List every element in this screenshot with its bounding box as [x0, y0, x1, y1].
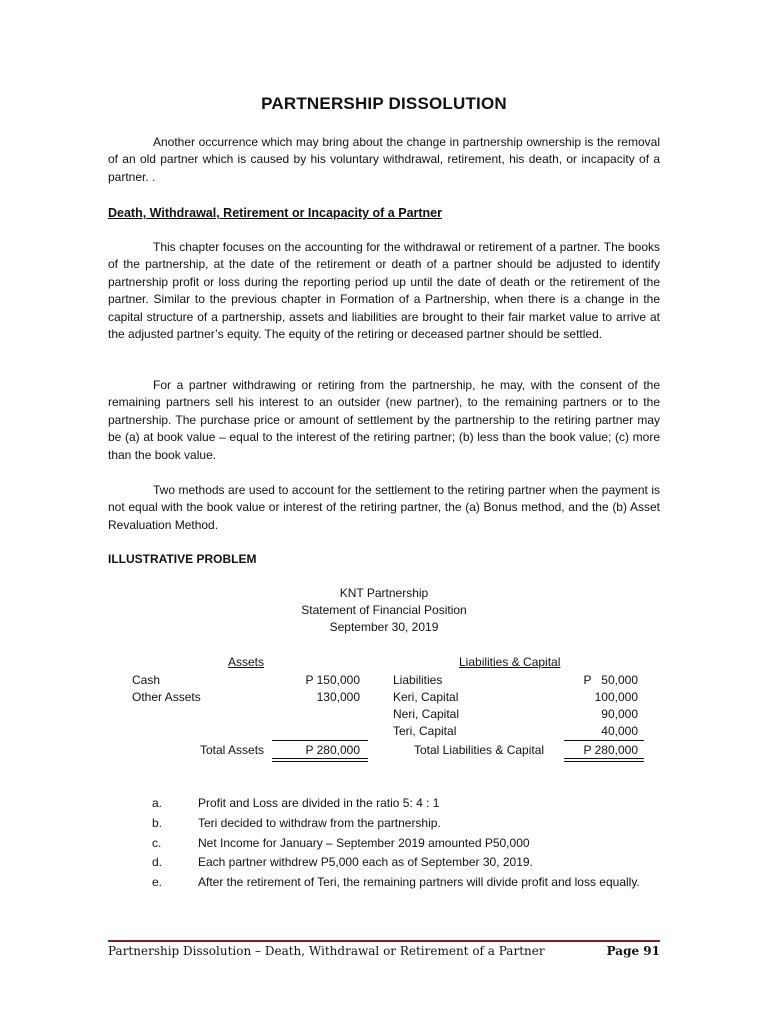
list-item [152, 794, 660, 814]
problem-facts-list [152, 794, 660, 893]
list-item-text: Each partner withdrew P5,000 each as of September 30, 2019. [198, 855, 533, 870]
assets-header: Assets [228, 655, 265, 669]
assets-total-rule [272, 740, 368, 741]
liabilities-double-rule [564, 758, 644, 762]
liabilities-total-rule [564, 740, 644, 741]
list-marker: c. [152, 835, 162, 850]
list-item [152, 834, 660, 854]
list-item [152, 814, 660, 834]
liability-amount-liabilities: P 50,000 [583, 673, 638, 687]
list-item-text: Teri decided to withdraw from the partnership. [198, 815, 441, 830]
asset-amount-other: 130,000 [316, 690, 360, 704]
list-item-text: Net Income for January – September 2019 amounted P50,000 [198, 835, 530, 850]
section-heading: Death, Withdrawal, Retirement or Incapacity of a Partner [108, 206, 442, 220]
statement-date: September 30, 2019 [329, 620, 439, 635]
total-assets-amount: P 280,000 [305, 743, 360, 757]
page-number: Page 91 [606, 944, 660, 958]
list-marker: d. [152, 855, 163, 870]
footer-chapter-title: Partnership Dissolution – Death, Withdrawal or Retirement of a Partner [108, 944, 545, 958]
list-marker: a. [152, 796, 163, 810]
list-item-text: After the retirement of Teri, the remaining partners will divide profit and loss equally. [198, 875, 640, 890]
statement-name: Statement of Financial Position [301, 603, 467, 618]
liability-amount-teri: 40,000 [601, 724, 638, 738]
statement-header [108, 585, 660, 637]
liability-amount-keri: 100,000 [594, 690, 638, 704]
total-liabilities-label: Total Liabilities & Capital [414, 743, 545, 757]
liability-label-liabilities: Liabilities [393, 673, 443, 687]
list-item-text: Profit and Loss are divided in the ratio 5: 4 : 1 [198, 796, 440, 810]
liability-label-neri: Neri, Capital [393, 707, 460, 721]
asset-label-cash: Cash [132, 673, 161, 687]
liability-amount-neri: 90,000 [601, 707, 638, 721]
list-marker: e. [152, 875, 163, 890]
assets-double-rule [272, 758, 368, 762]
document-page [108, 0, 660, 1024]
illustrative-problem-heading: ILLUSTRATIVE PROBLEM [108, 552, 257, 566]
page-title: PARTNERSHIP DISSOLUTION [261, 94, 507, 113]
footer-rule [108, 940, 660, 942]
list-item [152, 853, 660, 873]
list-item [152, 873, 660, 893]
withdrawal-paragraph: For a partner withdrawing or retiring from the partnership, he may, with the consent of the remaining partners sell his interest to an outsider (new partner), to the remaining partners or to the partnership. The purchase price or amount of settlement by the partnership to the retiring partner may be (a) at book value – equal to the interest of the retiring partner; (b) less than the book value; (c) more than the book value. [108, 378, 660, 462]
intro-paragraph: Another occurrence which may bring about the change in partnership ownership is the removal of an old partner which is caused by his voluntary withdrawal, retirement, his death, or incapacity of a partner. . [108, 135, 660, 184]
list-marker: b. [152, 815, 163, 830]
methods-paragraph: Two methods are used to account for the settlement to the retiring partner when the payment is not equal with the book value or interest of the retiring partner, the (a) Bonus method, and the (b) Asset Revaluation Method. [108, 483, 660, 532]
total-liabilities-amount: P 280,000 [583, 743, 638, 757]
liabilities-header: Liabilities & Capital [459, 655, 561, 669]
total-assets-label: Total Assets [200, 743, 265, 757]
liability-label-teri: Teri, Capital [393, 724, 457, 738]
asset-amount-cash: P 150,000 [305, 673, 360, 687]
asset-label-other: Other Assets [132, 690, 201, 704]
liability-label-keri: Keri, Capital [393, 690, 459, 704]
company-name: KNT Partnership [339, 586, 429, 600]
chapter-focus-paragraph: This chapter focuses on the accounting for the withdrawal or retirement of a partner. The books of the partnership, at the date of the retirement or death of a partner should be adjusted to identify partnership profit or loss during the reporting period up until the date of death or the retirement of the partner. Similar to the previous chapter in Formation of a Partnership, when there is a change in the capital structure of a partnership, assets and liabilities are brought to their fair market value to arrive at the adjusted partner’s equity. The equity of the retiring or deceased partner should be settled. [108, 240, 660, 342]
